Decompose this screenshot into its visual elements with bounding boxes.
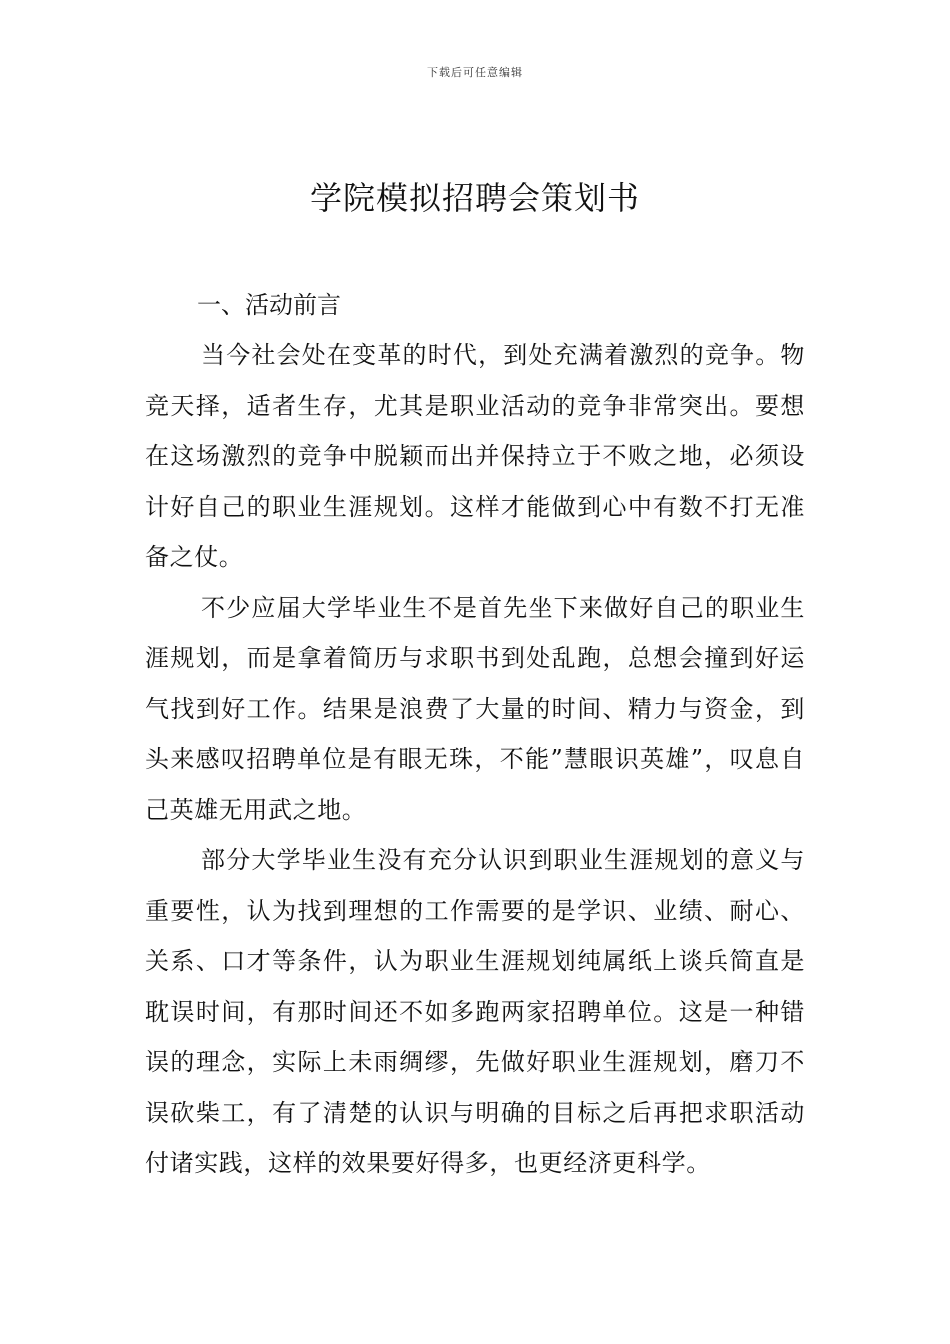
document-title: 学院模拟招聘会策划书 (309, 179, 640, 217)
section-heading: 一、活动前言 (197, 291, 341, 319)
paragraph: 部分大学毕业生没有充分认识到职业生涯规划的意义与重要性，认为找到理想的工作需要的是学识、业绩、耐心、关系、口才等条件，认为职业生涯规划纯属纸上谈兵简直是耽误时间，有那时间还不如多跑两家招聘单位。这是一种错误的理念，实际上未雨绸缪，先做好职业生涯规划，磨刀不误砍柴工，有了清楚的认识与明确的目标之后再把求职活动付诸实践，这样的效果要好得多，也更经济更科学。 (145, 846, 805, 1177)
header-note: 下载后可任意编辑 (427, 66, 523, 79)
document-body (145, 280, 805, 1189)
paragraph: 不少应届大学毕业生不是首先坐下来做好自己的职业生涯规划，而是拿着简历与求职书到处乱跑，总想会撞到好运气找到好工作。结果是浪费了大量的时间、精力与资金，到头来感叹招聘单位是有眼无珠，不能”慧眼识英雄”，叹息自己英雄无用武之地。 (145, 593, 805, 824)
paragraph: 当今社会处在变革的时代，到处充满着激烈的竞争。物竞天择，适者生存，尤其是职业活动的竞争非常突出。要想在这场激烈的竞争中脱颖而出并保持立于不败之地，必须设计好自己的职业生涯规划。这样才能做到心中有数不打无准备之仗。 (145, 341, 805, 571)
